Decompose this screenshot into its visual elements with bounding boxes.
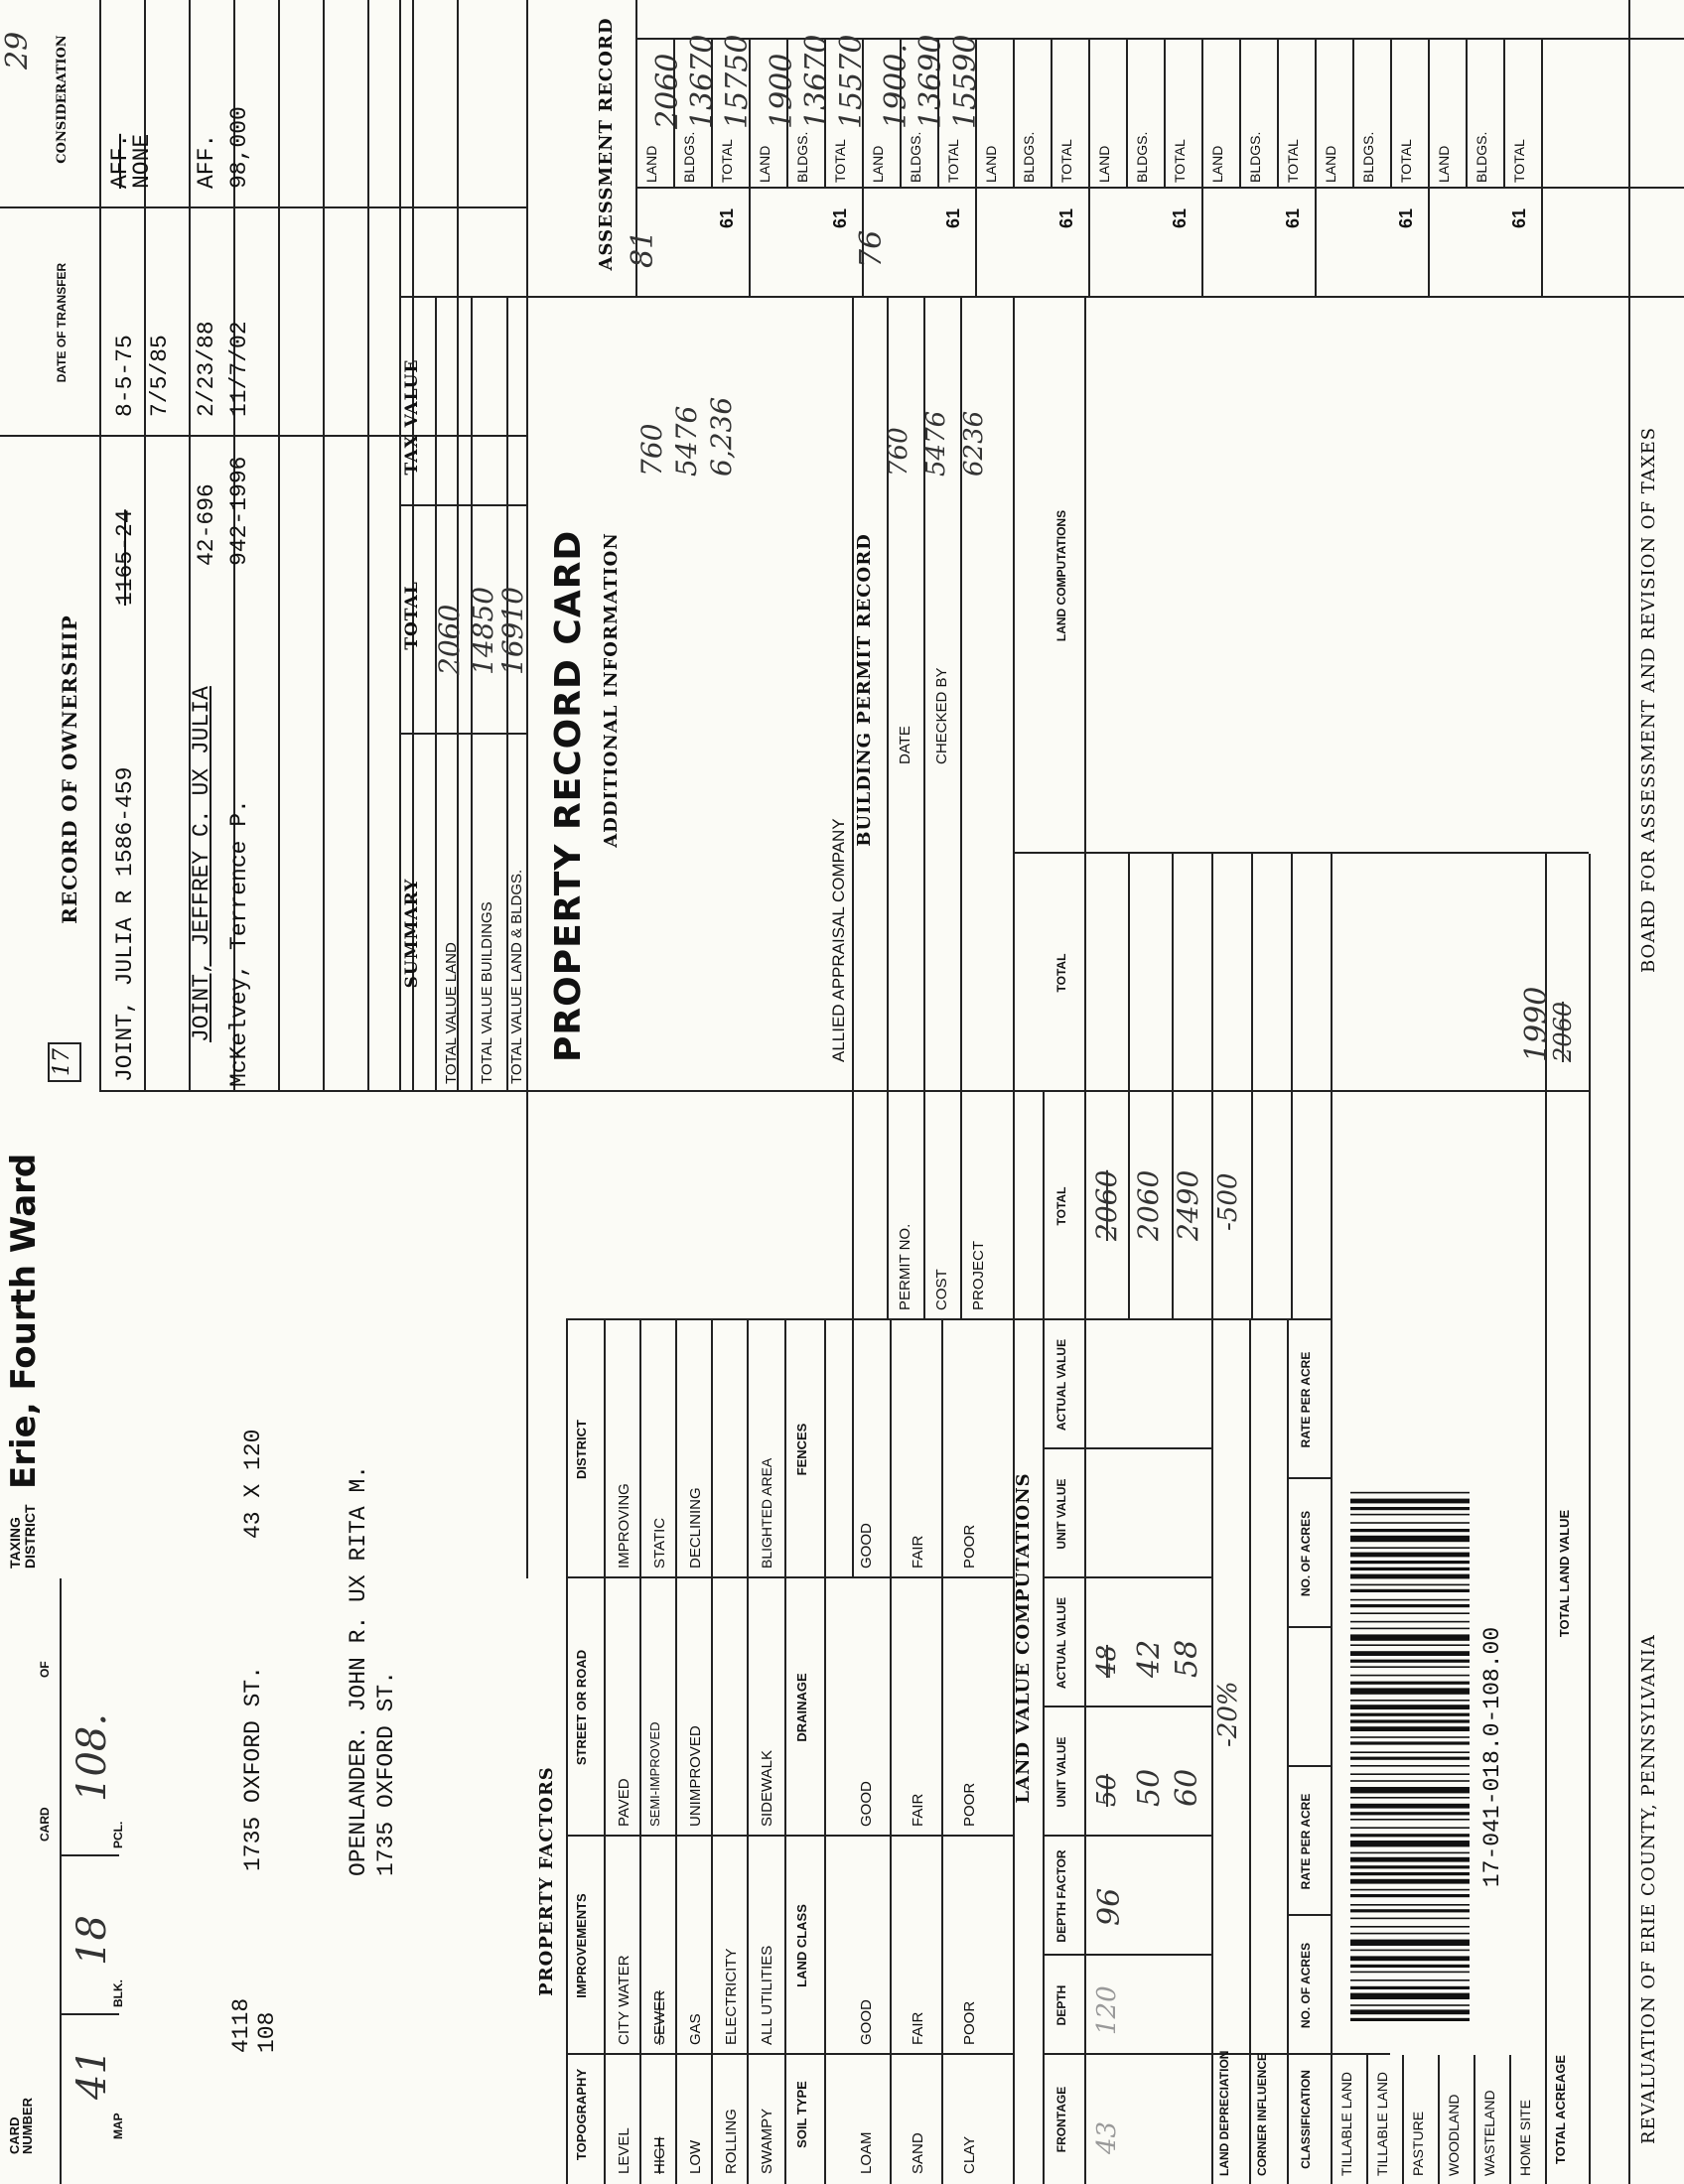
lv-header-unit-value-2: UNIT VALUE — [1054, 1478, 1068, 1550]
district-item-2: STATIC — [651, 1517, 668, 1569]
ownership-row-1-date: 8-5-75 — [112, 335, 138, 417]
barcode-bar — [1350, 1909, 1470, 1912]
property-id-line2: 108 — [254, 2011, 280, 2053]
land-depreciation-total: -500 — [1213, 1172, 1243, 1231]
lv-row-2-total: 2060 — [1132, 1169, 1165, 1241]
date-label: DATE — [897, 726, 913, 764]
barcode-bar — [1350, 1812, 1470, 1815]
property-id-line1: 4118 — [228, 1997, 254, 2053]
land-class-item-3: POOR — [961, 2000, 978, 2045]
assessment-total-label: TOTAL — [945, 139, 961, 183]
fences-item-1: GOOD — [858, 1523, 875, 1569]
summary-row-2-total: 14850 — [467, 586, 499, 675]
barcode-bar — [1350, 1773, 1470, 1775]
barcode-bar — [1350, 1651, 1470, 1656]
barcode-bar — [1350, 1719, 1470, 1722]
assessment-entry-1-bldgs: 13670 — [685, 34, 720, 129]
property-dimensions: 43 X 120 — [240, 1429, 266, 1539]
street-item-3: UNIMPROVED — [687, 1725, 704, 1827]
improvements-item-1: CITY WATER — [616, 1955, 632, 2045]
lv-header-actual-value-1: ACTUAL VALUE — [1054, 1596, 1068, 1690]
assessment-entry-3-land: 1900. — [879, 44, 913, 129]
assessment-year: 61 — [1283, 207, 1303, 228]
lv-row-1-frontage: 43 — [1092, 2120, 1122, 2154]
barcode-bar — [1350, 1940, 1470, 1946]
land-class-item-2: FAIR — [910, 2011, 926, 2045]
soil-header: SOIL TYPE — [794, 2081, 809, 2148]
assessment-total-label: TOTAL — [1398, 139, 1414, 183]
summary-row-1-total: 2060 — [433, 604, 466, 675]
class-header-acres-1: NO. OF ACRES — [1299, 1942, 1313, 2029]
class-item-6: HOME SITE — [1517, 2099, 1533, 2176]
assessment-year: 61 — [943, 207, 963, 228]
improvements-item-2: SEWER — [651, 1989, 668, 2045]
barcode-bar — [1350, 1872, 1470, 1875]
barcode-bar — [1350, 1972, 1470, 1974]
assessment-year: 61 — [1396, 207, 1416, 228]
record-card-title: PROPERTY RECORD CARD — [548, 529, 589, 1062]
barcode-bar — [1350, 1675, 1470, 1677]
lv-header-total-1: TOTAL — [1054, 1186, 1068, 1226]
improvements-header: IMPROVEMENTS — [574, 1893, 589, 1998]
total-land-value: 1990 — [1519, 986, 1554, 1062]
lv-row-1-actual-value: 48 — [1092, 1644, 1122, 1678]
lv-row-2-actual-value: 42 — [1132, 1639, 1167, 1678]
assessment-entry-1-note: 81 — [626, 229, 660, 268]
district-item-3: DECLINING — [687, 1487, 704, 1569]
assessment-land-label: LAND — [1096, 145, 1112, 183]
barcode-bar — [1350, 1688, 1470, 1694]
class-header-classification: CLASSIFICATION — [1299, 2070, 1313, 2169]
barcode-bar — [1350, 1644, 1470, 1646]
drainage-header: DRAINAGE — [794, 1673, 809, 1742]
lv-row-3-unit-value: 60 — [1170, 1768, 1204, 1807]
assessment-entry-3-note: 76 — [854, 229, 889, 268]
assessment-bldgs-label: BLDGS. — [1247, 131, 1263, 183]
improvements-item-5: ALL UTILITIES — [759, 1945, 775, 2045]
barcode-bar — [1350, 1865, 1470, 1868]
land-depreciation-label: LAND DEPRECIATION — [1217, 2050, 1231, 2176]
topography-item-3: LOW — [687, 2139, 704, 2174]
barcode-bar — [1350, 1765, 1470, 1767]
barcode-bar — [1350, 1841, 1470, 1846]
taxing-district-label: TAXING DISTRICT — [7, 1504, 38, 1569]
barcode-bar — [1350, 1529, 1470, 1532]
barcode-bar — [1350, 1705, 1470, 1709]
parcel-code: 17-041-018.0-108.00 — [1479, 1626, 1505, 1888]
barcode-bar — [1350, 1741, 1470, 1744]
corner-number: 29 — [0, 31, 35, 69]
barcode-bar — [1350, 1522, 1470, 1524]
assessment-total-label: TOTAL — [1511, 139, 1527, 183]
assessment-land-label: LAND — [1436, 145, 1452, 183]
summary-tax-header: TAX VALUE — [402, 358, 422, 476]
assessment-land-label: LAND — [1323, 145, 1338, 183]
barcode-bar — [1350, 1666, 1470, 1668]
barcode-bar — [1350, 1904, 1470, 1906]
lv-header-frontage: FRONTAGE — [1054, 2086, 1068, 2153]
assessment-entry-3-total: 15590 — [948, 34, 983, 129]
total-land-value-label: TOTAL LAND VALUE — [1557, 1509, 1572, 1638]
assessment-entry-2-bldgs: 13670 — [799, 34, 834, 129]
barcode-bar — [1350, 1804, 1470, 1809]
barcode-bar — [1350, 1660, 1470, 1663]
barcode-bar — [1350, 1568, 1470, 1570]
summary-title: SUMMARY — [402, 878, 422, 989]
assessment-bldgs-label: BLDGS. — [1360, 131, 1376, 183]
ownership-row-3-owner: JOINT, JEFFREY C. UX JULIA — [189, 686, 214, 1042]
land-class-item-1: GOOD — [858, 1999, 875, 2045]
barcode-bar — [1350, 1553, 1470, 1558]
barcode-bar — [1350, 1713, 1470, 1716]
street-item-1: PAVED — [616, 1778, 632, 1827]
fences-item-2: FAIR — [910, 1535, 926, 1569]
permit-value-1: 760 — [884, 427, 913, 477]
barcode-bar — [1350, 1682, 1470, 1685]
info-value-1: 760 — [635, 423, 668, 477]
class-item-5: WASTELAND — [1481, 2090, 1497, 2176]
ownership-row-4-consideration: 98,000 — [226, 106, 252, 189]
barcode-bar — [1350, 1918, 1470, 1920]
barcode-bar — [1350, 1628, 1470, 1630]
barcode-bar — [1350, 1827, 1470, 1829]
barcode-bar — [1350, 1621, 1470, 1623]
barcode-bar — [1350, 1536, 1470, 1542]
barcode-bar — [1350, 1514, 1470, 1516]
property-address: 1735 OXFORD ST. — [240, 1665, 266, 1871]
cost-label: COST — [933, 1269, 950, 1310]
assessment-entry-1-total: 15750 — [720, 34, 755, 129]
barcode-bar — [1350, 2004, 1470, 2006]
street-item-2: SEMI-IMPROVED — [647, 1721, 662, 1827]
assessment-total-label: TOTAL — [1285, 139, 1301, 183]
map-value: 41 — [70, 2049, 115, 2100]
barcode-bar — [1350, 1757, 1470, 1760]
assessment-entry-2-total: 15570 — [834, 34, 869, 129]
barcode-bar — [1350, 1634, 1470, 1640]
lv-row-3-total: 2490 — [1172, 1169, 1204, 1241]
ward-number: 17 — [48, 1042, 81, 1082]
barcode-bar — [1350, 1894, 1470, 1897]
class-item-2: TILLABLE LAND — [1374, 2071, 1390, 2176]
assessment-entry-1-land: 2060 — [650, 53, 685, 129]
topography-item-1: LEVEL — [616, 2127, 632, 2174]
barcode-bar — [1350, 1700, 1470, 1702]
assessment-year: 61 — [717, 207, 737, 228]
owner-line2: 1735 OXFORD ST. — [373, 1670, 399, 1876]
permit-no-label: PERMIT NO. — [897, 1223, 913, 1310]
assessment-year: 61 — [1170, 207, 1190, 228]
district-header: DISTRICT — [574, 1420, 589, 1479]
ownership-title: RECORD OF OWNERSHIP — [58, 614, 81, 924]
assessment-entry-2-land: 1900 — [765, 53, 799, 129]
improvements-item-4: ELECTRICITY — [723, 1948, 740, 2045]
fences-item-3: POOR — [961, 1524, 978, 1569]
barcode-bar — [1350, 1986, 1470, 1989]
card-label: CARD — [38, 1807, 52, 1842]
street-header: STREET OR ROAD — [574, 1649, 589, 1766]
corner-influence-label: CORNER INFLUENCE — [1255, 2052, 1269, 2176]
barcode-bar — [1350, 1926, 1470, 1928]
barcode-bar — [1350, 1797, 1470, 1799]
assessment-land-label: LAND — [1209, 145, 1225, 183]
class-item-7: TOTAL ACREAGE — [1553, 2054, 1568, 2164]
assessment-year: 61 — [1509, 207, 1529, 228]
class-header-acres-2: NO. OF ACRES — [1299, 1510, 1313, 1597]
class-header-rate-2: RATE PER ACRE — [1299, 1351, 1313, 1448]
consideration-header: CONSIDERATION — [55, 35, 70, 164]
card-number-label: CARD NUMBER — [7, 2097, 35, 2154]
barcode-bar — [1350, 1599, 1470, 1601]
lv-header-depth-factor: DEPTH FACTOR — [1054, 1849, 1068, 1943]
barcode-bar — [1350, 2009, 1470, 2014]
assessment-bldgs-label: BLDGS. — [1474, 131, 1489, 183]
assessment-bldgs-label: BLDGS. — [1134, 131, 1150, 183]
lv-header-total-2: TOTAL — [1054, 953, 1068, 993]
topography-header: TOPOGRAPHY — [574, 2068, 589, 2161]
fences-header: FENCES — [794, 1423, 809, 1476]
class-header-rate-1: RATE PER ACRE — [1299, 1793, 1313, 1890]
barcode-bar — [1350, 1589, 1470, 1592]
district-name: Erie, Fourth Ward — [4, 1153, 44, 1489]
map-label: MAP — [111, 2113, 125, 2139]
drainage-item-2: FAIR — [910, 1793, 926, 1827]
district-item-5: BLIGHTED AREA — [759, 1457, 774, 1569]
barcode-bar — [1350, 1819, 1470, 1821]
barcode-bar — [1350, 1612, 1470, 1614]
topography-item-4: ROLLING — [723, 2109, 740, 2174]
barcode-bar — [1350, 1726, 1470, 1731]
barcode-bar — [1350, 1499, 1470, 1504]
barcode-bar — [1350, 1965, 1470, 1968]
barcode-bar — [1350, 1857, 1470, 1862]
assessment-total-label: TOTAL — [832, 139, 848, 183]
ownership-row-3-consideration: AFF. — [194, 133, 219, 189]
class-item-4: WOODLAND — [1446, 2094, 1462, 2176]
barcode-bar — [1350, 1787, 1470, 1793]
date-of-transfer-header: DATE OF TRANSFER — [55, 262, 69, 383]
blk-value: 18 — [70, 1915, 115, 1966]
assessment-total-label: TOTAL — [1172, 139, 1188, 183]
barcode-bar — [1350, 1492, 1470, 1494]
street-item-5: SIDEWALK — [759, 1750, 775, 1827]
barcode-bar — [1350, 1736, 1470, 1738]
footer-left: REVALUATION OF ERIE COUNTY, PENNSYLVANIA — [1638, 1634, 1659, 2144]
assessment-bldgs-label: BLDGS. — [908, 131, 923, 183]
ownership-row-1-consideration: AFF. — [107, 133, 133, 189]
permit-value-2: 5476 — [921, 410, 951, 477]
pcl-label: PCL. — [111, 1821, 125, 1848]
assessment-bldgs-label: BLDGS. — [1021, 131, 1037, 183]
lv-header-actual-value-2: ACTUAL VALUE — [1054, 1338, 1068, 1432]
total-land-value-struck: 2060 — [1549, 1001, 1577, 1062]
summary-row-3-total: 16910 — [496, 586, 529, 675]
project-label: PROJECT — [970, 1240, 987, 1310]
lv-row-1-depth: 120 — [1092, 1985, 1122, 2035]
ownership-row-3-date: 2/23/88 — [194, 321, 219, 417]
summary-row-1-label: TOTAL VALUE LAND — [443, 942, 460, 1084]
barcode-bar — [1350, 1574, 1470, 1579]
assessment-land-label: LAND — [643, 145, 659, 183]
assessment-bldgs-label: BLDGS. — [681, 131, 697, 183]
of-label: OF — [38, 1661, 52, 1678]
pcl-value: 108. — [70, 1712, 115, 1802]
barcode-bar — [1350, 1889, 1470, 1891]
assessment-entry-3-bldgs: 13690 — [913, 34, 948, 129]
land-class-header: LAND CLASS — [794, 1904, 809, 1987]
blk-label: BLK. — [111, 1979, 125, 2007]
class-item-3: PASTURE — [1410, 2111, 1426, 2176]
owner-line1: OPENLANDER. JOHN R. UX RITA M. — [346, 1464, 371, 1876]
ownership-row-1-ref: 1165-24 — [112, 509, 138, 606]
ownership-row-2-date: 7/5/85 — [147, 335, 173, 417]
barcode-bar — [1350, 1584, 1470, 1586]
drainage-item-3: POOR — [961, 1782, 978, 1827]
barcode-bar — [1350, 1879, 1470, 1884]
improvements-item-3: GAS — [687, 2013, 704, 2045]
summary-row-3-label: TOTAL VALUE LAND & BLDGS. — [508, 869, 525, 1084]
land-computations-label: LAND COMPUTATIONS — [1054, 509, 1068, 642]
topography-item-2: HIGH — [651, 2136, 668, 2174]
barcode-bar — [1350, 1852, 1470, 1854]
soil-item-1: LOAM — [858, 2131, 875, 2174]
footer-right: BOARD FOR ASSESSMENT AND REVISION OF TAXES — [1638, 426, 1659, 973]
assessment-title: ASSESSMENT RECORD — [596, 17, 617, 271]
ownership-row-4-date: 11/7/02 — [226, 321, 252, 417]
lv-row-2-unit-value: 50 — [1132, 1768, 1167, 1807]
assessment-land-label: LAND — [983, 145, 999, 183]
topography-item-5: SWAMPY — [759, 2108, 775, 2174]
company-label: ALLIED APPRAISAL COMPANY — [829, 818, 848, 1062]
factors-title: PROPERTY FACTORS — [536, 1766, 557, 1996]
soil-item-3: CLAY — [961, 2135, 978, 2174]
barcode-bar — [1350, 1956, 1470, 1961]
barcode-bar — [1350, 1993, 1470, 1999]
drainage-item-1: GOOD — [858, 1781, 875, 1827]
summary-row-2-label: TOTAL VALUE BUILDINGS — [479, 901, 495, 1084]
soil-item-2: SAND — [910, 2132, 926, 2174]
summary-total-header: TOTAL — [402, 581, 422, 650]
ownership-row-4-owner: McKelvey, Terrence P. — [226, 799, 252, 1087]
assessment-total-label: TOTAL — [1058, 139, 1074, 183]
info-value-2: 5476 — [670, 405, 703, 477]
lv-header-depth: DEPTH — [1054, 1984, 1068, 2026]
ownership-row-4-ref: 942-1996 — [226, 456, 252, 566]
barcode-bar — [1350, 2018, 1470, 2021]
barcode-bar — [1350, 1507, 1470, 1510]
barcode-bar — [1350, 1933, 1470, 1935]
barcode-bar — [1350, 1561, 1470, 1564]
lv-row-1-depth-factor: 96 — [1092, 1887, 1127, 1926]
ownership-row-1-owner: JOINT, JULIA R 1586-459 — [112, 766, 138, 1082]
barcode-bar — [1350, 1950, 1470, 1952]
district-item-1: IMPROVING — [616, 1483, 632, 1569]
barcode-bar — [1350, 1834, 1470, 1837]
assessment-bldgs-label: BLDGS. — [794, 131, 810, 183]
lv-row-1-total: 2060 — [1090, 1169, 1123, 1241]
checked-by-label: CHECKED BY — [933, 667, 950, 764]
permit-value-3: 6236 — [959, 410, 989, 477]
land-depreciation-value: -20% — [1213, 1681, 1243, 1747]
barcode-bar — [1350, 1604, 1470, 1607]
class-item-1: TILLABLE LAND — [1338, 2071, 1354, 2176]
barcode-bar — [1350, 1780, 1470, 1782]
parcel-barcode — [1350, 1489, 1470, 2025]
additional-info-label: ADDITIONAL INFORMATION — [601, 532, 622, 848]
assessment-year: 61 — [830, 207, 850, 228]
lv-row-3-actual-value: 58 — [1170, 1639, 1204, 1678]
lv-header-unit-value-1: UNIT VALUE — [1054, 1736, 1068, 1808]
ownership-row-2-consideration: NONE — [129, 133, 155, 189]
assessment-land-label: LAND — [870, 145, 886, 183]
land-value-title: LAND VALUE COMPUTATIONS — [1013, 1472, 1034, 1804]
assessment-total-label: TOTAL — [719, 139, 735, 183]
info-value-3: 6,236 — [705, 396, 738, 477]
barcode-bar — [1350, 1751, 1470, 1753]
barcode-bar — [1350, 1979, 1470, 1981]
barcode-bar — [1350, 1547, 1470, 1549]
assessment-year: 61 — [1056, 207, 1076, 228]
permit-title: BUILDING PERMIT RECORD — [854, 533, 875, 847]
ownership-row-3-ref: 42-696 — [194, 483, 219, 566]
assessment-land-label: LAND — [757, 145, 772, 183]
lv-row-1-unit-value: 50 — [1092, 1773, 1122, 1807]
